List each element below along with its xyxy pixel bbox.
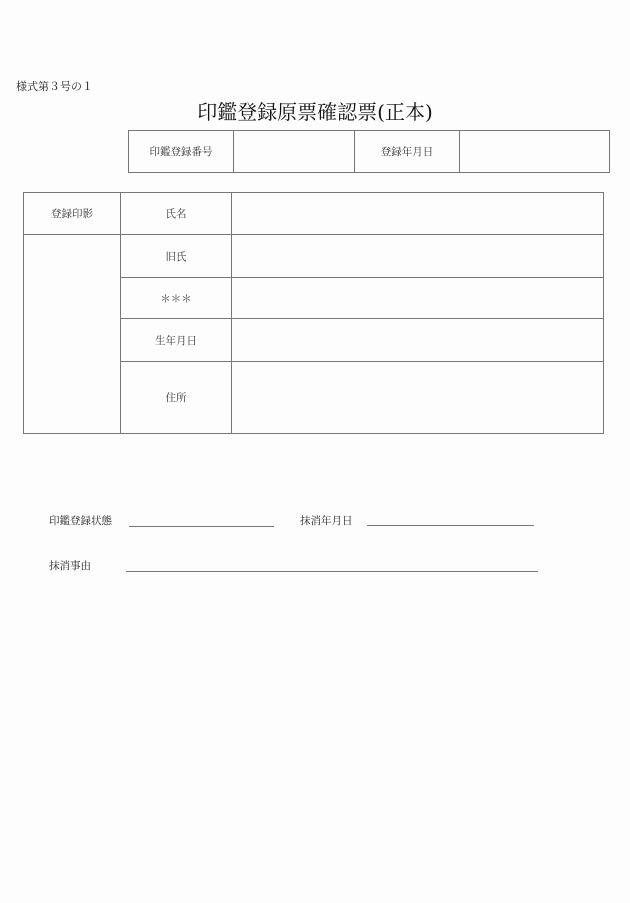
cancel-reason-label: 抹消事由 [49, 560, 91, 572]
cancel-reason-field[interactable] [126, 571, 538, 572]
registration-date-label: 登録年月日 [355, 131, 460, 173]
row-label-former-surname: 旧氏 [121, 235, 232, 278]
name-field[interactable] [232, 193, 604, 235]
former-surname-field[interactable] [232, 235, 604, 278]
row-label-masked: ＊＊＊ [121, 278, 232, 319]
registration-number-field[interactable] [234, 131, 355, 173]
page-title: 印鑑登録原票確認票(正本) [197, 100, 433, 124]
header-table [128, 130, 610, 173]
row-label-address: 住所 [121, 362, 232, 434]
masked-field[interactable] [232, 278, 604, 319]
form-number: 様式第３号の１ [16, 80, 93, 93]
address-field[interactable] [232, 362, 604, 434]
birthdate-field[interactable] [232, 319, 604, 362]
status-label: 印鑑登録状態 [49, 515, 112, 527]
registration-date-field[interactable] [460, 131, 610, 173]
seal-label: 登録印影 [24, 193, 121, 235]
seal-impression-area [24, 235, 121, 434]
registrant-table [23, 192, 604, 434]
row-label-name: 氏名 [121, 193, 232, 235]
cancel-date-label: 抹消年月日 [300, 515, 353, 527]
cancel-date-field[interactable] [367, 525, 534, 526]
status-field[interactable] [129, 526, 274, 527]
registration-number-label: 印鑑登録番号 [129, 131, 234, 173]
row-label-birthdate: 生年月日 [121, 319, 232, 362]
